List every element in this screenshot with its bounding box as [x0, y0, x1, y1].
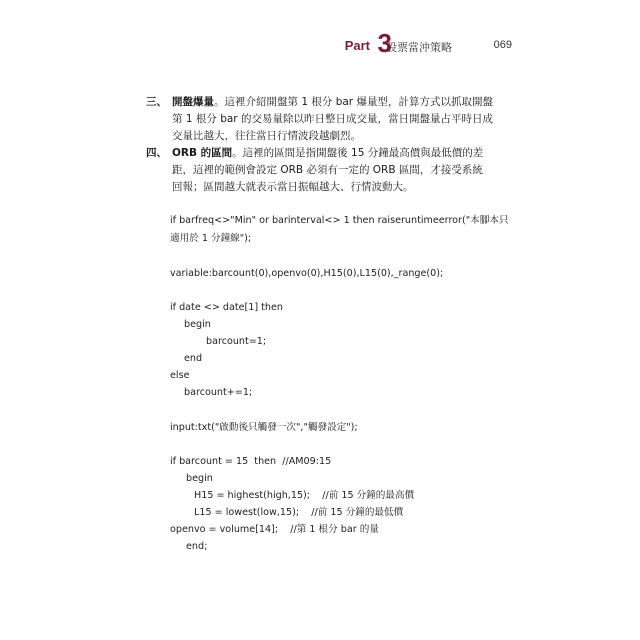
item-text: 第 1 根分 bar 的交易量除以昨日整日成交量，當日開盤量占平時日成 — [172, 113, 493, 125]
code-line: if barfreq<>"Min" or barinterval<> 1 then raiseruntimeerror("本腳本只 — [170, 215, 509, 226]
item-text: 交量比越大，往往當日行情波段越劇烈。 — [172, 130, 361, 142]
item-text: 。這裡的區間是指開盤後 15 分鐘最高價與最低價的差 — [232, 147, 484, 159]
item-text: 距，這裡的範例會設定 ORB 必須有一定的 ORB 區間，才接受系統 — [172, 164, 483, 176]
code-line: else — [170, 370, 190, 381]
item-marker: 四、 — [146, 147, 167, 159]
code-line: end; — [186, 541, 208, 552]
running-header — [0, 28, 512, 60]
code-line: barcount+=1; — [184, 387, 253, 398]
code-line: begin — [184, 319, 211, 330]
code-line: openvo = volume[14]; //第 1 根分 bar 的量 — [170, 524, 379, 535]
item-text: 。這裡介紹開盤第 1 根分 bar 爆量型，計算方式以抓取開盤 — [214, 96, 493, 108]
item-title: 開盤爆量 — [172, 96, 214, 108]
item-marker: 三、 — [146, 96, 167, 108]
code-line: L15 = lowest(low,15); //前 15 分鐘的最低價 — [194, 507, 404, 518]
code-line: H15 = highest(high,15); //前 15 分鐘的最高價 — [194, 490, 415, 501]
page-number: 069 — [493, 39, 512, 51]
part-label: Part — [344, 38, 370, 53]
code-line: 適用於 1 分鐘線"); — [170, 233, 252, 244]
code-line: begin — [186, 473, 213, 484]
chapter-title: 股票當沖策略 — [386, 41, 452, 54]
code-line: if barcount = 15 then //AM09:15 — [170, 456, 332, 467]
item-title: ORB 的區間 — [172, 147, 233, 159]
code-line: input:txt("啟動後只觸發一次","觸發設定"); — [170, 422, 358, 433]
code-line: end — [184, 353, 203, 364]
item-text: 回報；區間越大就表示當日振幅越大、行情波動大。 — [172, 181, 414, 193]
code-line: if date <> date[1] then — [170, 302, 283, 313]
code-line: variable:barcount(0),openvo(0),H15(0),L15(0),_range(0); — [170, 268, 444, 279]
part-number: 3 — [377, 28, 392, 58]
code-line: barcount=1; — [206, 336, 267, 347]
